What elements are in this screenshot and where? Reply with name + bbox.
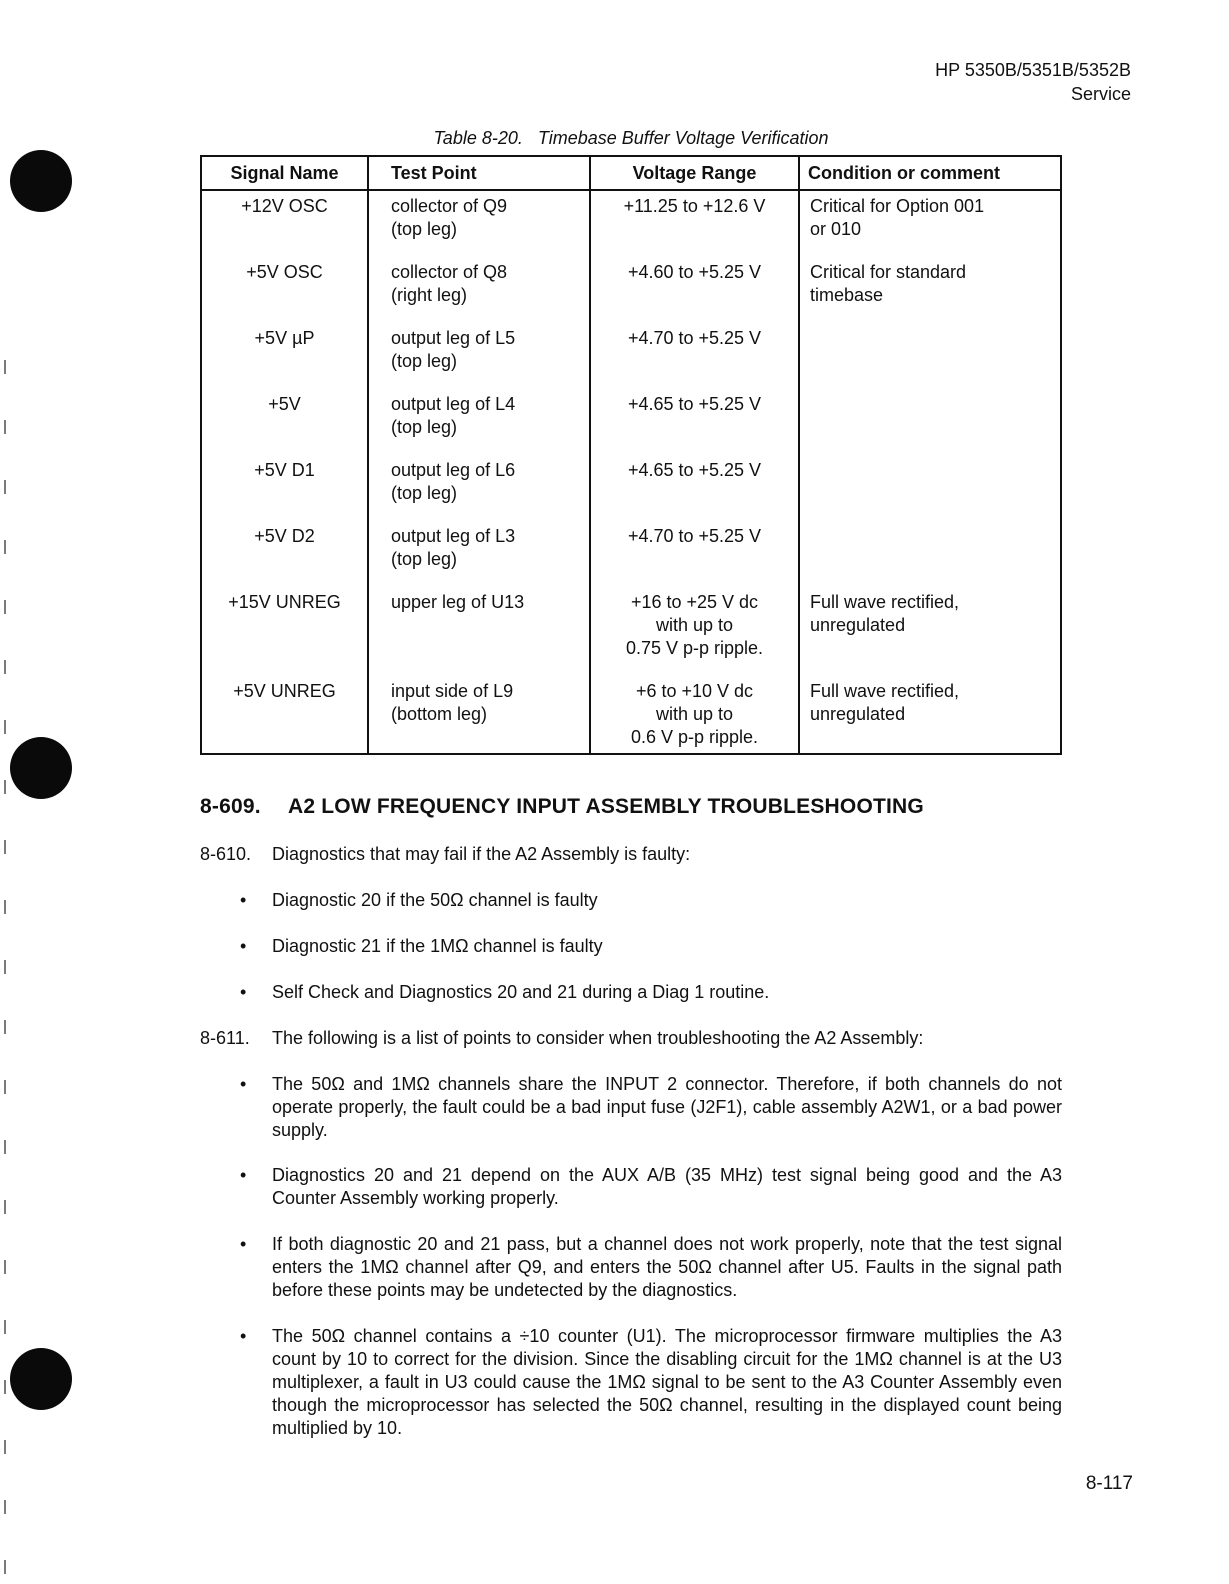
header-model: HP 5350B/5351B/5352B	[935, 60, 1131, 80]
bullet-text: The 50Ω and 1MΩ channels share the INPUT 2 connector. Therefore, if both channels do not operate properly, the fault could be a bad input fuse (J2F1), cable assembly A2W1, or a bad power supply.	[272, 1074, 1062, 1140]
comment-cell	[799, 389, 1061, 455]
bullet-text: Diagnostics 20 and 21 depend on the AUX A/B (35 MHz) test signal being good and the A3 Counter Assembly working properly.	[272, 1165, 1062, 1208]
bullet-icon: •	[240, 1165, 247, 1185]
signal-cell: +12V OSC	[201, 190, 368, 257]
binder-hole-middle	[10, 737, 72, 799]
list-item	[240, 1164, 1062, 1210]
table-row	[201, 190, 1061, 257]
list-item	[240, 935, 1062, 958]
bullet-text: Diagnostic 20 if the 50Ω channel is faulty	[272, 890, 598, 910]
page-number: 8-117	[1085, 1473, 1133, 1494]
list-item	[240, 1233, 1062, 1302]
page-header	[935, 58, 1131, 106]
paragraph-8-610	[200, 843, 690, 866]
test-point-cell: output leg of L4 (top leg)	[368, 389, 590, 455]
section-number: 8-609.	[200, 795, 261, 818]
voltage-cell: +4.70 to +5.25 V	[590, 323, 799, 389]
test-point-cell: input side of L9 (bottom leg)	[368, 676, 590, 754]
bullet-icon: •	[240, 1074, 247, 1094]
bullet-icon: •	[240, 936, 247, 956]
table-caption: Table 8-20. Timebase Buffer Voltage Verification	[433, 128, 829, 148]
bullet-icon: •	[240, 1234, 247, 1254]
column-header: Voltage Range	[590, 156, 799, 190]
column-header: Signal Name	[201, 156, 368, 190]
table-row	[201, 455, 1061, 521]
test-point-cell: output leg of L6 (top leg)	[368, 455, 590, 521]
table-row	[201, 323, 1061, 389]
scan-margin-marks	[4, 360, 6, 1584]
binder-hole-bottom	[10, 1348, 72, 1410]
list-item	[240, 1325, 1062, 1440]
bullet-icon: •	[240, 1326, 247, 1346]
bullet-text: If both diagnostic 20 and 21 pass, but a channel does not work properly, note that the test signal enters the 1MΩ channel after Q9, and enters the 50Ω channel after U5. Faults in the signal path before these points may be undetected by the diagnostics.	[272, 1234, 1062, 1300]
column-header: Test Point	[368, 156, 590, 190]
paragraph-number: 8-610.	[200, 844, 252, 864]
section-title: A2 LOW FREQUENCY INPUT ASSEMBLY TROUBLESHOOTING	[288, 795, 924, 818]
voltage-cell: +4.65 to +5.25 V	[590, 455, 799, 521]
section-heading	[200, 795, 924, 819]
test-point-cell: upper leg of U13	[368, 587, 590, 676]
signal-cell: +5V OSC	[201, 257, 368, 323]
bullet-text: Diagnostic 21 if the 1MΩ channel is faulty	[272, 936, 603, 956]
paragraph-text: The following is a list of points to consider when troubleshooting the A2 Assembly:	[272, 1028, 924, 1048]
comment-cell: Full wave rectified, unregulated	[799, 587, 1061, 676]
voltage-table	[200, 155, 1062, 755]
paragraph-number: 8-611.	[200, 1028, 250, 1048]
table-row	[201, 257, 1061, 323]
bullet-icon: •	[240, 982, 247, 1002]
voltage-cell: +6 to +10 V dc with up to 0.6 V p-p ripple.	[590, 676, 799, 754]
voltage-cell: +11.25 to +12.6 V	[590, 190, 799, 257]
list-item	[240, 1073, 1062, 1142]
signal-cell: +5V µP	[201, 323, 368, 389]
table-row	[201, 389, 1061, 455]
table-row	[201, 676, 1061, 754]
voltage-cell: +4.65 to +5.25 V	[590, 389, 799, 455]
binder-hole-top	[10, 150, 72, 212]
comment-cell	[799, 455, 1061, 521]
voltage-cell: +4.70 to +5.25 V	[590, 521, 799, 587]
list-item	[240, 889, 1062, 912]
comment-cell	[799, 521, 1061, 587]
signal-cell: +5V D1	[201, 455, 368, 521]
comment-cell: Critical for standard timebase	[799, 257, 1061, 323]
table-header-row	[201, 156, 1061, 190]
paragraph-8-611	[200, 1027, 923, 1050]
header-section: Service	[1070, 84, 1131, 104]
column-header: Condition or comment	[799, 156, 1061, 190]
voltage-cell: +16 to +25 V dc with up to 0.75 V p-p ripple.	[590, 587, 799, 676]
voltage-cell: +4.60 to +5.25 V	[590, 257, 799, 323]
signal-cell: +5V	[201, 389, 368, 455]
paragraph-text: Diagnostics that may fail if the A2 Assembly is faulty:	[272, 844, 691, 864]
bullet-text: Self Check and Diagnostics 20 and 21 during a Diag 1 routine.	[272, 982, 770, 1002]
signal-cell: +5V UNREG	[201, 676, 368, 754]
table-row	[201, 521, 1061, 587]
test-point-cell: collector of Q9 (top leg)	[368, 190, 590, 257]
table-row	[201, 587, 1061, 676]
comment-cell: Critical for Option 001 or 010	[799, 190, 1061, 257]
signal-cell: +5V D2	[201, 521, 368, 587]
signal-cell: +15V UNREG	[201, 587, 368, 676]
test-point-cell: collector of Q8 (right leg)	[368, 257, 590, 323]
comment-cell	[799, 323, 1061, 389]
bullet-icon: •	[240, 890, 247, 910]
list-item	[240, 981, 1062, 1004]
comment-cell: Full wave rectified, unregulated	[799, 676, 1061, 754]
test-point-cell: output leg of L5 (top leg)	[368, 323, 590, 389]
test-point-cell: output leg of L3 (top leg)	[368, 521, 590, 587]
bullet-text: The 50Ω channel contains a ÷10 counter (U1). The microprocessor firmware multiplies the A3 count by 10 to correct for the division. Since the disabling circuit for the 1MΩ channel is at the U3 multiplexer, a fault in U3 could cause the 1MΩ signal to be sent to the A3 Counter Assembly even though the microprocessor has selected the 50Ω channel, resulting in the displayed count being multiplied by 10.	[272, 1326, 1062, 1438]
